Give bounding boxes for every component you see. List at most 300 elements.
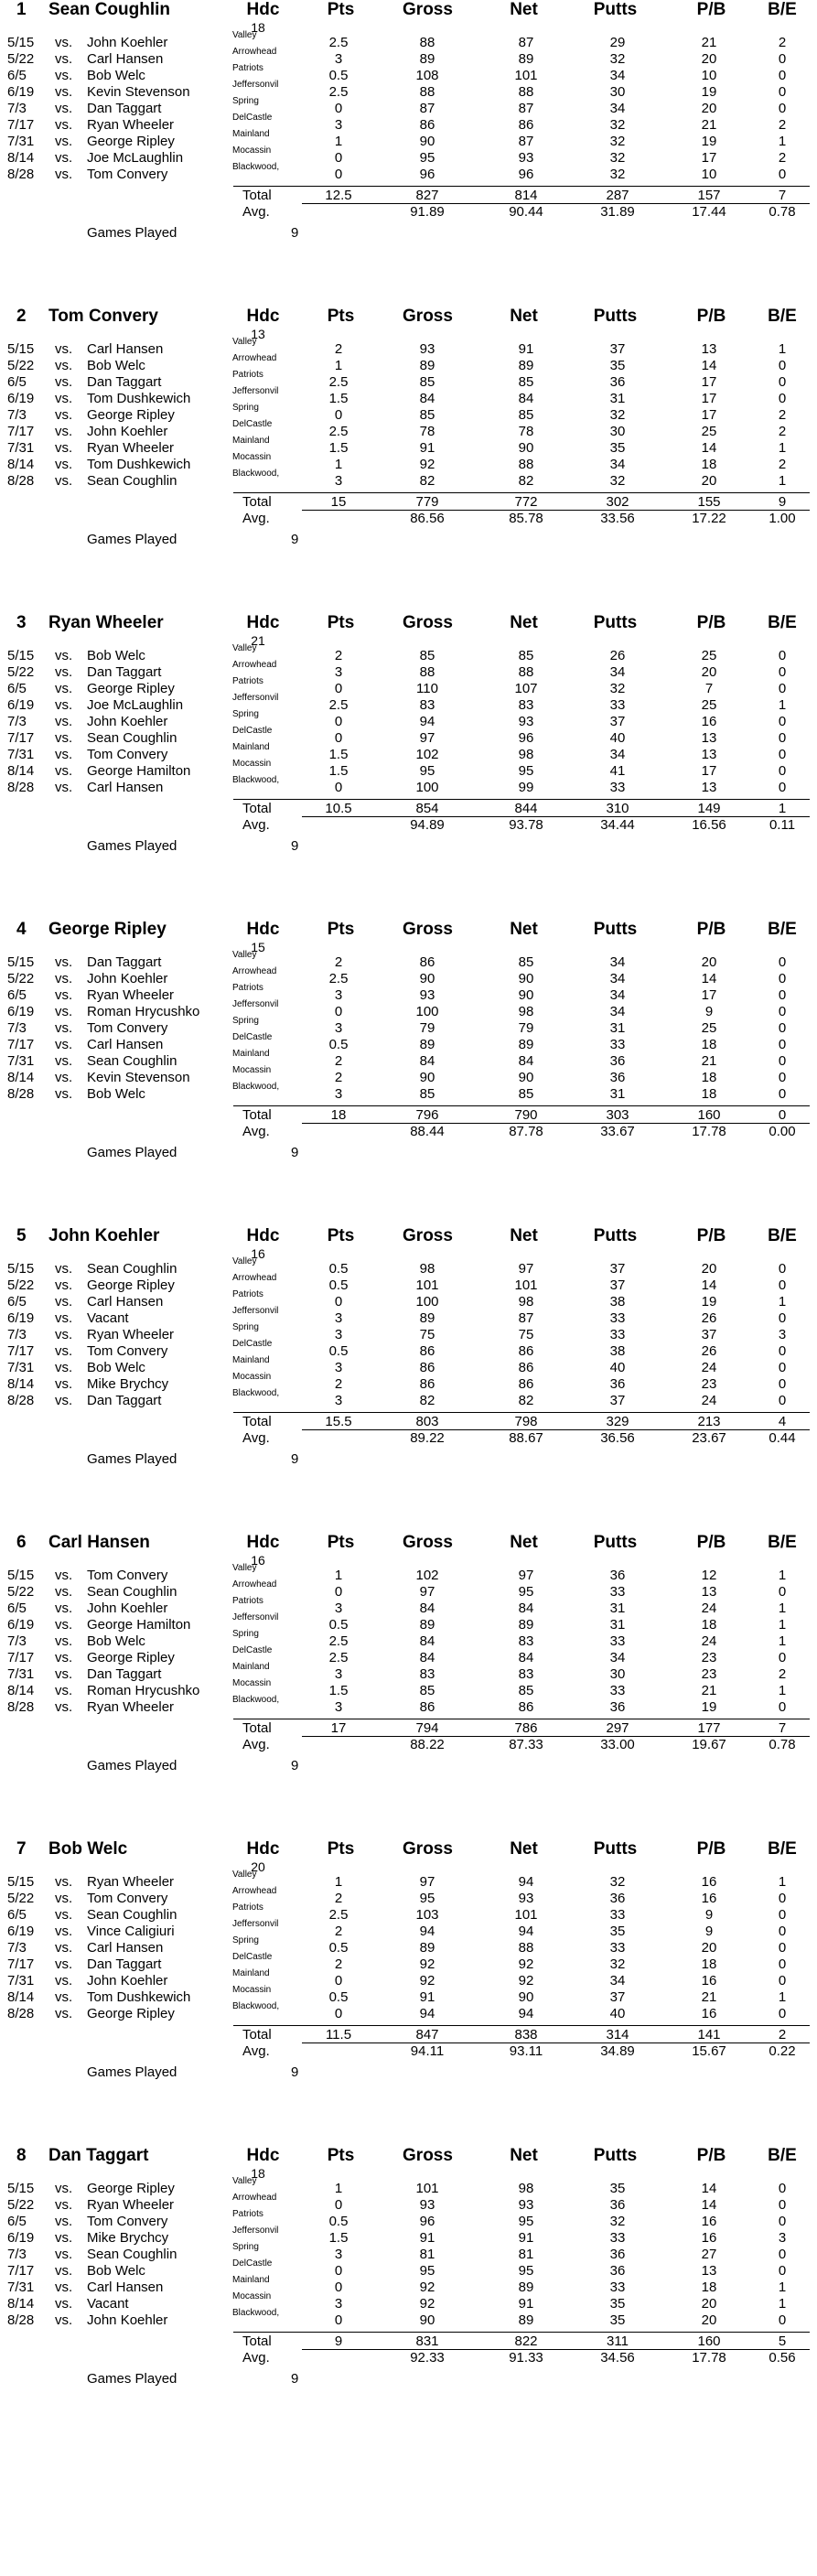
putts-cell: 40	[609, 730, 626, 746]
gross-cell: 92	[419, 457, 435, 472]
be-cell: 1	[778, 473, 787, 489]
match-row	[0, 1968, 817, 1989]
avg-putts: 34.89	[600, 2043, 635, 2059]
opponent-name: Sean Coughlin	[87, 1261, 177, 1277]
net-cell: 95	[518, 1584, 534, 1600]
match-row	[0, 1886, 817, 1907]
pb-cell: 21	[701, 117, 717, 133]
putts-cell: 33	[609, 1907, 626, 1923]
total-row	[0, 2027, 817, 2043]
net-cell: 93	[518, 714, 534, 729]
opponent-name: Sean Coughlin	[87, 730, 177, 746]
match-row	[0, 2176, 817, 2197]
be-cell: 1	[778, 341, 787, 357]
putts-cell: 33	[609, 2230, 626, 2246]
total-row	[0, 1414, 817, 1430]
total-gross: 803	[415, 1414, 439, 1429]
match-row	[0, 1322, 817, 1343]
column-header-net: Net	[510, 613, 538, 632]
match-row	[0, 1289, 817, 1310]
match-date: 6/5	[7, 68, 27, 83]
total-gross: 831	[415, 2333, 439, 2349]
net-cell: 75	[518, 1327, 534, 1342]
match-row	[0, 1579, 817, 1601]
player-number: 2	[16, 307, 27, 326]
vs-label: vs.	[55, 1004, 73, 1019]
column-header-hdc: Hdc	[246, 1226, 280, 1245]
match-row	[0, 1256, 817, 1277]
gross-cell: 97	[419, 1584, 435, 1600]
be-cell: 0	[778, 1376, 787, 1392]
points-cell: 0	[334, 2263, 343, 2279]
vs-label: vs.	[55, 1924, 73, 1939]
be-cell: 0	[778, 1310, 787, 1326]
opponent-name: Tom Dushkewich	[87, 1989, 191, 2005]
player-name: John Koehler	[48, 1226, 160, 1245]
avg-pb: 17.44	[692, 204, 726, 220]
gross-cell: 75	[419, 1327, 435, 1342]
opponent-name: Bob Welc	[87, 1360, 145, 1375]
gross-cell: 89	[419, 1310, 435, 1326]
match-row	[0, 1645, 817, 1666]
pb-cell: 16	[701, 2006, 717, 2021]
be-cell: 0	[778, 1940, 787, 1956]
putts-cell: 34	[609, 987, 626, 1003]
points-cell: 0.5	[328, 1343, 349, 1359]
total-pts: 15	[330, 494, 347, 510]
avg-putts: 34.56	[600, 2350, 635, 2366]
net-cell: 86	[518, 117, 534, 133]
total-pb: 177	[697, 1720, 721, 1736]
course-name: Spring	[232, 96, 259, 106]
putts-cell: 34	[609, 664, 626, 680]
avg-putts: 31.89	[600, 204, 635, 220]
match-row	[0, 96, 817, 117]
net-cell: 86	[518, 1376, 534, 1392]
gross-cell: 93	[419, 2197, 435, 2213]
putts-cell: 40	[609, 1360, 626, 1375]
course-name: Patriots	[232, 63, 263, 73]
match-date: 8/14	[7, 1070, 35, 1085]
gross-cell: 84	[419, 1650, 435, 1665]
points-cell: 1.5	[328, 391, 349, 406]
points-cell: 2.5	[328, 1650, 349, 1665]
be-cell: 1	[778, 1633, 787, 1649]
vs-label: vs.	[55, 1956, 73, 1972]
vs-label: vs.	[55, 167, 73, 182]
points-cell: 2.5	[328, 84, 349, 100]
total-row	[0, 801, 817, 817]
points-cell: 1	[334, 2181, 343, 2196]
handicap-value: 15	[251, 940, 265, 954]
opponent-name: Ryan Wheeler	[87, 1874, 175, 1890]
be-cell: 2	[778, 407, 787, 423]
putts-cell: 32	[609, 681, 626, 696]
pb-cell: 21	[701, 35, 717, 50]
total-putts: 311	[607, 2333, 629, 2349]
match-row	[0, 1306, 817, 1327]
match-row	[0, 353, 817, 374]
points-cell: 1	[334, 134, 343, 149]
putts-cell: 32	[609, 134, 626, 149]
vs-label: vs.	[55, 1261, 73, 1277]
column-header-be: B/E	[768, 0, 797, 19]
gross-cell: 79	[419, 1020, 435, 1036]
points-cell: 3	[334, 2296, 343, 2312]
vs-label: vs.	[55, 134, 73, 149]
player-name: Tom Convery	[48, 307, 159, 326]
pb-cell: 18	[701, 1070, 717, 1085]
match-date: 6/5	[7, 1294, 27, 1310]
total-pts: 12.5	[325, 188, 352, 203]
be-cell: 1	[778, 697, 787, 713]
pb-cell: 13	[701, 1584, 717, 1600]
opponent-name: Kevin Stevenson	[87, 84, 190, 100]
net-cell: 89	[518, 51, 534, 67]
opponent-name: Joe McLaughlin	[87, 697, 184, 713]
match-row	[0, 370, 817, 391]
column-header-pts: Pts	[327, 613, 355, 632]
total-net: 814	[514, 188, 538, 203]
opponent-name: Dan Taggart	[87, 664, 162, 680]
games-played-label: Games Played	[87, 838, 177, 854]
column-header-net: Net	[510, 1533, 538, 1552]
total-label: Total	[242, 2333, 272, 2349]
pb-cell: 14	[701, 2197, 717, 2213]
vs-label: vs.	[55, 1070, 73, 1085]
points-cell: 0.5	[328, 2214, 349, 2229]
match-row	[0, 759, 817, 780]
net-cell: 83	[518, 697, 534, 713]
course-name: Jeffersonvil	[232, 1306, 279, 1316]
net-cell: 84	[518, 1601, 534, 1616]
course-name: Mocassin	[232, 1372, 272, 1382]
column-header-putts: Putts	[593, 1226, 638, 1245]
opponent-name: John Koehler	[87, 1601, 168, 1616]
total-be: 9	[778, 494, 787, 510]
opponent-name: Ryan Wheeler	[87, 117, 175, 133]
match-row	[0, 742, 817, 763]
match-row	[0, 63, 817, 84]
putts-cell: 33	[609, 1633, 626, 1649]
points-cell: 0.5	[328, 1617, 349, 1633]
be-cell: 0	[778, 2197, 787, 2213]
match-date: 7/31	[7, 1053, 35, 1069]
avg-pb: 17.22	[692, 511, 726, 526]
net-cell: 82	[518, 1393, 534, 1408]
opponent-name: Carl Hansen	[87, 51, 164, 67]
course-name: Arrowhead	[232, 353, 277, 363]
putts-cell: 33	[609, 1940, 626, 1956]
putts-cell: 31	[609, 1601, 626, 1616]
putts-cell: 33	[609, 1584, 626, 1600]
points-cell: 2.5	[328, 374, 349, 390]
pb-cell: 27	[701, 2247, 717, 2262]
avg-net: 93.11	[509, 2043, 543, 2059]
column-header-gross: Gross	[403, 920, 453, 939]
match-date: 7/3	[7, 714, 27, 729]
course-name: Spring	[232, 709, 259, 719]
column-header-net: Net	[510, 0, 538, 19]
column-header-pts: Pts	[327, 920, 355, 939]
column-header-gross: Gross	[403, 613, 453, 632]
gross-cell: 94	[419, 714, 435, 729]
gross-cell: 101	[415, 1277, 439, 1293]
average-label: Avg.	[242, 204, 270, 220]
net-cell: 79	[518, 1020, 534, 1036]
gross-cell: 85	[419, 407, 435, 423]
points-cell: 3	[334, 51, 343, 67]
be-cell: 0	[778, 664, 787, 680]
match-date: 7/31	[7, 134, 35, 149]
vs-label: vs.	[55, 780, 73, 795]
gross-cell: 87	[419, 101, 435, 116]
putts-cell: 37	[609, 714, 626, 729]
opponent-name: John Koehler	[87, 971, 168, 986]
pb-cell: 23	[701, 1666, 717, 1682]
net-cell: 101	[514, 1277, 538, 1293]
match-row	[0, 1355, 817, 1376]
pb-cell: 19	[701, 84, 717, 100]
player-block	[0, 307, 817, 613]
net-cell: 87	[518, 35, 534, 50]
net-cell: 98	[518, 1294, 534, 1310]
total-pts: 15.5	[325, 1414, 352, 1429]
net-cell: 87	[518, 101, 534, 116]
vs-label: vs.	[55, 1053, 73, 1069]
match-row	[0, 999, 817, 1020]
column-header-be: B/E	[768, 920, 797, 939]
pb-cell: 20	[701, 473, 717, 489]
points-cell: 3	[334, 1393, 343, 1408]
match-date: 7/17	[7, 424, 35, 439]
vs-label: vs.	[55, 763, 73, 779]
total-be: 0	[778, 1107, 787, 1123]
opponent-name: George Ripley	[87, 407, 175, 423]
avg-putts: 33.00	[600, 1737, 635, 1752]
vs-label: vs.	[55, 440, 73, 456]
opponent-name: Carl Hansen	[87, 1940, 164, 1956]
gross-cell: 82	[419, 473, 435, 489]
avg-net: 87.33	[509, 1737, 543, 1752]
column-header-hdc: Hdc	[246, 1839, 280, 1859]
match-row	[0, 2226, 817, 2247]
opponent-name: Kevin Stevenson	[87, 1070, 190, 1085]
course-name: Arrowhead	[232, 1579, 277, 1590]
pb-cell: 26	[701, 1343, 717, 1359]
putts-cell: 34	[609, 1650, 626, 1665]
pb-cell: 24	[701, 1393, 717, 1408]
points-cell: 1.5	[328, 763, 349, 779]
average-row	[0, 204, 817, 221]
be-cell: 1	[778, 2296, 787, 2312]
gross-cell: 100	[415, 1294, 439, 1310]
putts-cell: 35	[609, 1924, 626, 1939]
total-pb: 157	[697, 188, 721, 203]
match-row	[0, 966, 817, 987]
avg-putts: 34.44	[600, 817, 635, 833]
net-cell: 81	[518, 2247, 534, 2262]
course-name: Mocassin	[232, 2291, 272, 2301]
gross-cell: 91	[419, 440, 435, 456]
avg-be: 0.22	[769, 2043, 796, 2059]
vs-label: vs.	[55, 1666, 73, 1682]
gross-cell: 82	[419, 1393, 435, 1408]
average-row	[0, 2043, 817, 2060]
opponent-name: Mike Brychcy	[87, 1376, 169, 1392]
gross-cell: 85	[419, 1086, 435, 1102]
match-row	[0, 80, 817, 101]
match-date: 6/5	[7, 1601, 27, 1616]
match-date: 7/31	[7, 440, 35, 456]
net-cell: 90	[518, 440, 534, 456]
handicap-value: 20	[251, 1859, 265, 1874]
column-header-pts: Pts	[327, 307, 355, 326]
be-cell: 0	[778, 101, 787, 116]
pb-cell: 25	[701, 697, 717, 713]
average-row	[0, 817, 817, 834]
net-cell: 84	[518, 1650, 534, 1665]
opponent-name: Tom Dushkewich	[87, 457, 191, 472]
net-cell: 85	[518, 407, 534, 423]
match-date: 7/17	[7, 1343, 35, 1359]
points-cell: 3	[334, 1086, 343, 1102]
vs-label: vs.	[55, 1376, 73, 1392]
gross-cell: 94	[419, 2006, 435, 2021]
points-cell: 2	[334, 1924, 343, 1939]
match-date: 5/22	[7, 664, 35, 680]
opponent-name: Vacant	[87, 1310, 129, 1326]
opponent-name: Roman Hrycushko	[87, 1004, 200, 1019]
net-cell: 101	[514, 1907, 538, 1923]
course-name: Blackwood,	[232, 2001, 280, 2011]
match-date: 7/31	[7, 1360, 35, 1375]
total-divider	[233, 186, 810, 187]
net-cell: 90	[518, 1070, 534, 1085]
be-cell: 0	[778, 167, 787, 182]
be-cell: 0	[778, 2181, 787, 2196]
course-name: DelCastle	[232, 1032, 273, 1042]
vs-label: vs.	[55, 1874, 73, 1890]
avg-be: 0.00	[769, 1124, 796, 1139]
total-be: 4	[778, 1414, 787, 1429]
be-cell: 0	[778, 1973, 787, 1989]
total-gross: 847	[415, 2027, 439, 2042]
net-cell: 93	[518, 2197, 534, 2213]
vs-label: vs.	[55, 101, 73, 116]
putts-cell: 26	[609, 648, 626, 663]
column-header-be: B/E	[768, 1533, 797, 1552]
column-header-hdc: Hdc	[246, 1533, 280, 1552]
course-name: Patriots	[232, 1289, 263, 1299]
vs-label: vs.	[55, 68, 73, 83]
be-cell: 2	[778, 1666, 787, 1682]
match-row	[0, 643, 817, 664]
opponent-name: Dan Taggart	[87, 954, 162, 970]
match-date: 7/3	[7, 1020, 27, 1036]
games-played-label: Games Played	[87, 225, 177, 241]
match-row	[0, 1388, 817, 1409]
course-name: Patriots	[232, 676, 263, 686]
points-cell: 2	[334, 1376, 343, 1392]
net-cell: 94	[518, 1924, 534, 1939]
be-cell: 2	[778, 150, 787, 166]
pb-cell: 14	[701, 440, 717, 456]
vs-label: vs.	[55, 1989, 73, 2005]
course-name: Spring	[232, 1016, 259, 1026]
putts-cell: 33	[609, 1037, 626, 1052]
putts-cell: 32	[609, 167, 626, 182]
pb-cell: 9	[704, 1907, 714, 1923]
total-pts: 18	[330, 1107, 347, 1123]
gross-cell: 103	[415, 1907, 439, 1923]
gross-cell: 92	[419, 2280, 435, 2295]
player-number: 5	[16, 1226, 27, 1245]
points-cell: 0.5	[328, 1277, 349, 1293]
gross-cell: 78	[419, 424, 435, 439]
opponent-name: Ryan Wheeler	[87, 1699, 175, 1715]
points-cell: 2	[334, 1956, 343, 1972]
opponent-name: Dan Taggart	[87, 101, 162, 116]
putts-cell: 32	[609, 150, 626, 166]
avg-gross: 86.56	[410, 511, 445, 526]
avg-putts: 33.67	[600, 1124, 635, 1139]
match-date: 5/22	[7, 1277, 35, 1293]
vs-label: vs.	[55, 358, 73, 373]
games-played-value: 9	[291, 2371, 299, 2387]
points-cell: 2	[334, 1070, 343, 1085]
points-cell: 2.5	[328, 697, 349, 713]
be-cell: 1	[778, 440, 787, 456]
vs-label: vs.	[55, 1310, 73, 1326]
column-header-be: B/E	[768, 1839, 797, 1859]
points-cell: 3	[334, 1360, 343, 1375]
vs-label: vs.	[55, 2263, 73, 2279]
vs-label: vs.	[55, 35, 73, 50]
gross-cell: 110	[416, 681, 438, 696]
average-label: Avg.	[242, 1430, 270, 1446]
pb-cell: 17	[701, 987, 717, 1003]
net-cell: 89	[518, 1037, 534, 1052]
total-putts: 302	[606, 494, 629, 510]
player-number: 6	[16, 1533, 27, 1552]
points-cell: 2	[334, 1053, 343, 1069]
average-label: Avg.	[242, 2043, 270, 2059]
points-cell: 2	[334, 1891, 343, 1906]
net-cell: 88	[518, 84, 534, 100]
gross-cell: 108	[415, 68, 439, 83]
points-cell: 0.5	[328, 68, 349, 83]
putts-cell: 36	[609, 1376, 626, 1392]
be-cell: 0	[778, 1020, 787, 1036]
putts-cell: 41	[609, 763, 626, 779]
avg-gross: 88.22	[410, 1737, 445, 1752]
pb-cell: 16	[701, 1973, 717, 1989]
games-played-value: 9	[291, 2064, 299, 2080]
match-date: 6/19	[7, 84, 35, 100]
net-cell: 91	[518, 2230, 534, 2246]
be-cell: 0	[778, 681, 787, 696]
be-cell: 0	[778, 648, 787, 663]
be-cell: 1	[778, 134, 787, 149]
be-cell: 1	[778, 1874, 787, 1890]
putts-cell: 37	[609, 1393, 626, 1408]
match-row	[0, 709, 817, 730]
be-cell: 0	[778, 971, 787, 986]
pb-cell: 13	[701, 747, 717, 762]
putts-cell: 34	[609, 747, 626, 762]
match-date: 5/15	[7, 1874, 35, 1890]
